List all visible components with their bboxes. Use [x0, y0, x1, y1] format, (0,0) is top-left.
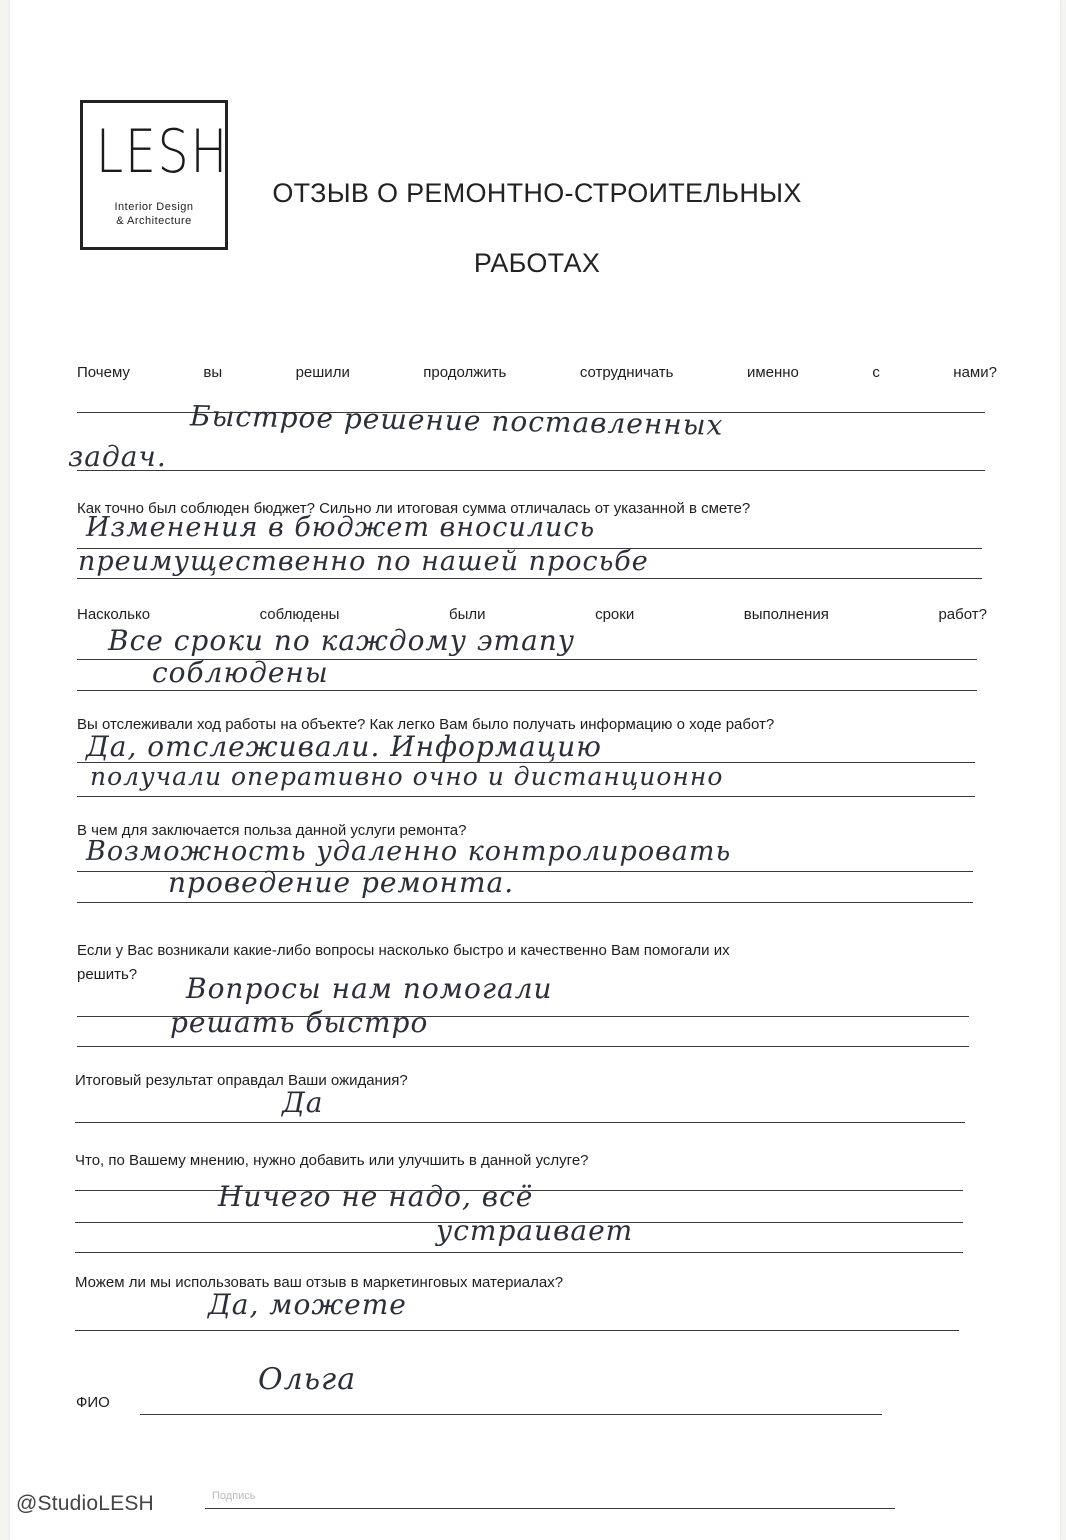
- question-2: Как точно был соблюден бюджет? Сильно ли итоговая сумма отличалась от указанной в смете?: [77, 500, 751, 517]
- handwritten-answer-9: Да, можете: [208, 1288, 407, 1321]
- answer-line: [77, 578, 982, 579]
- question-8: Что, по Вашему мнению, нужно добавить или улучшить в данной услуге?: [75, 1152, 589, 1169]
- form-title-line-2: РАБОТАХ: [473, 248, 601, 278]
- fio-line: [140, 1414, 882, 1415]
- answer-line: [75, 1122, 965, 1123]
- form-title-line-1: ОТЗЫВ О РЕМОНТНО-СТРОИТЕЛЬНЫХ: [272, 178, 802, 208]
- handwritten-answer-5-line-2: проведение ремонта.: [168, 866, 515, 899]
- handwritten-answer-2-line-1: Изменения в бюджет вносились: [86, 512, 596, 543]
- handwritten-answer-7: Да: [282, 1086, 324, 1119]
- question-9: Можем ли мы использовать ваш отзыв в маркетинговых материалах?: [75, 1274, 564, 1291]
- handwritten-answer-5-line-1: Возможность удаленно контролировать: [86, 836, 732, 867]
- question-6-continued: решить?: [77, 966, 138, 983]
- signature-line: [205, 1508, 895, 1509]
- logo-tagline-2: & Architecture: [116, 215, 192, 227]
- handwritten-answer-8-line-1: Ничего не надо, всё: [218, 1180, 534, 1213]
- logo-tagline-1: Interior Design: [114, 201, 194, 213]
- question-1: Почему вы решили продолжить сотрудничать именно с нами?: [77, 364, 997, 381]
- answer-line: [75, 1330, 959, 1331]
- handwritten-answer-1-line-1: Быстрое решение поставленных: [189, 399, 724, 442]
- handwritten-fio: Ольга: [258, 1362, 357, 1397]
- lesh-logo: [80, 100, 228, 250]
- question-5: В чем для заключается польза данной услуги ремонта?: [77, 822, 467, 839]
- answer-line: [77, 470, 985, 471]
- handwritten-answer-4-line-2: получали оперативно очно и дистанционно: [90, 762, 724, 791]
- answer-line: [77, 796, 975, 797]
- answer-line: [77, 902, 973, 903]
- handwritten-answer-6-line-2: решать быстро: [170, 1006, 429, 1039]
- signature-caption: Подпись: [212, 1490, 256, 1502]
- handwritten-answer-3-line-1: Все сроки по каждому этапу: [108, 624, 576, 657]
- handwritten-answer-1-line-2: задач.: [68, 440, 167, 473]
- answer-line: [77, 1046, 969, 1047]
- question-7: Итоговый результат оправдал Ваши ожидания?: [75, 1072, 408, 1089]
- question-6: Если у Вас возникали какие-либо вопросы насколько быстро и качественно Вам помогали их: [77, 942, 730, 959]
- question-4: Вы отслеживали ход работы на объекте? Как легко Вам было получать информацию о ходе работ?: [77, 716, 775, 733]
- handwritten-answer-8-line-2: устраивает: [436, 1214, 634, 1247]
- handwritten-answer-2-line-2: преимущественно по нашей просьбе: [78, 546, 649, 577]
- handwritten-answer-6-line-1: Вопросы нам помогали: [186, 972, 553, 1005]
- logo-wordmark: LESH: [95, 117, 230, 187]
- answer-line: [75, 1252, 963, 1253]
- handwritten-answer-4-line-1: Да, отслеживали. Информацию: [86, 730, 602, 763]
- answer-line: [77, 690, 977, 691]
- fio-label: ФИО: [76, 1394, 110, 1411]
- studio-watermark: @StudioLESH: [16, 1492, 154, 1515]
- handwritten-answer-3-line-2: соблюдены: [152, 656, 329, 689]
- question-3: Насколько соблюдены были сроки выполнения работ?: [77, 606, 987, 623]
